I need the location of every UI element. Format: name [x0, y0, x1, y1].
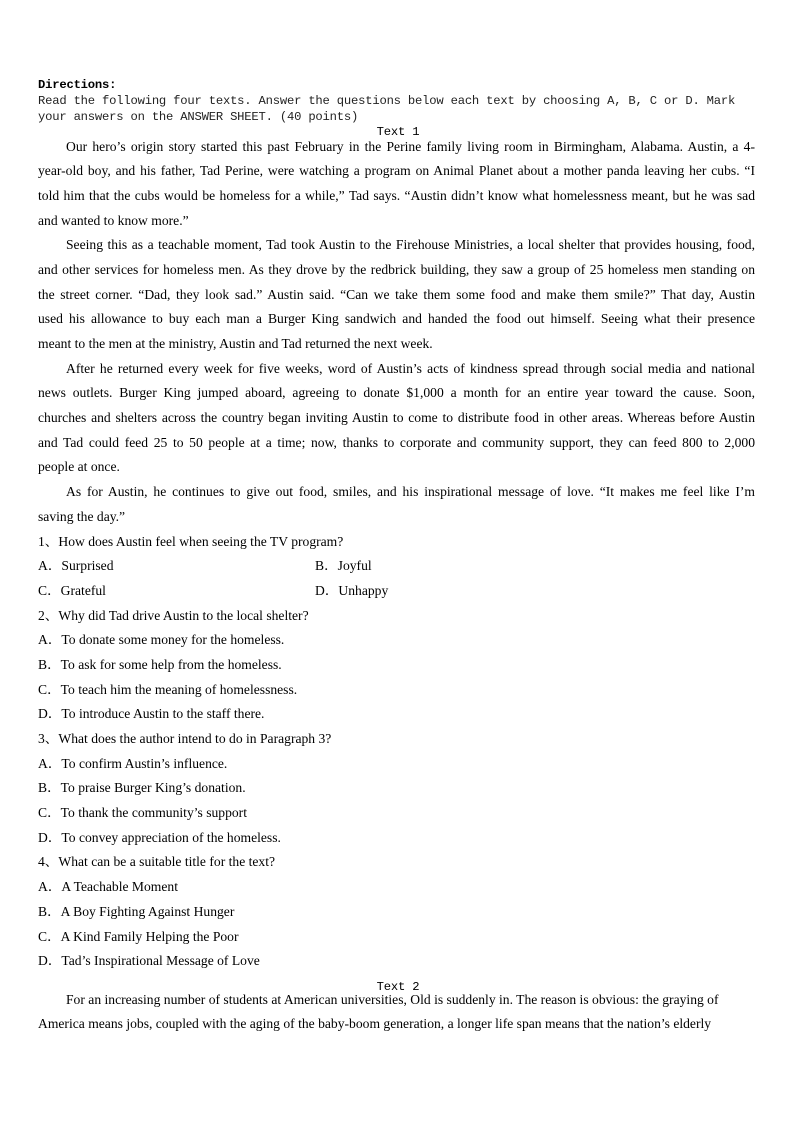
paragraph-line: and Tad could feed 25 to 50 people at a time; now, thanks to corporate and community support, they can feed 800 to 2,000 [38, 434, 755, 450]
answer-option: C．To teach him the meaning of homelessness. [38, 681, 298, 697]
paragraph-line: and other services for homeless men. As they drove by the redbrick building, they saw a group of 25 homeless men standing on [38, 261, 755, 277]
paragraph-line: told him that the cubs would be homeless for a while,” Tad says. “Austin didn’t know what homelessness meant, but he was sad [38, 187, 755, 203]
paragraph-line: For an increasing number of students at American universities, Old is suddenly in. The reason is obvious: the graying of [66, 991, 719, 1007]
paragraph-line: America means jobs, coupled with the aging of the baby-boom generation, a longer life span means that the nation’s elderly [38, 1016, 712, 1032]
answer-option: B．To ask for some help from the homeless. [38, 656, 282, 672]
paragraph-line: meant to the men at the ministry, Austin and Tad returned the next week. [38, 336, 433, 351]
answer-option: D．To convey appreciation of the homeless. [38, 829, 281, 845]
paragraph-line: and wanted to know more.” [38, 212, 189, 228]
paragraph-line: churches and shelters across the country began inviting Austin to come to distribute food in other areas. Whereas before Austin [38, 410, 755, 426]
answer-option: B．Joyful [315, 558, 372, 574]
answer-option: D．Tad’s Inspirational Message of Love [38, 953, 260, 969]
paragraph-line: saving the day.” [38, 508, 126, 524]
paragraph-line: news outlets. Burger King jumped aboard, agreeing to donate $1,000 a month for an entire year toward the cause. Soon, [38, 385, 755, 401]
paragraph-line: used his allowance to buy each man a Burger King sandwich and handed the food out himself. Seeing what their presence [38, 311, 755, 327]
answer-option: D．Unhappy [315, 582, 389, 598]
directions-line: Read the following four texts. Answer the questions below each text by choosing A, B, C or D. Mark [38, 94, 736, 108]
answer-option: B．To praise Burger King’s donation. [38, 780, 246, 796]
question-stem: 4、What can be a suitable title for the text? [38, 854, 276, 870]
answer-option: C．Grateful [38, 582, 106, 598]
text2-body [38, 988, 755, 1037]
text1-body [38, 135, 755, 974]
option-row [38, 554, 755, 579]
answer-option: A．Surprised [38, 558, 114, 574]
answer-option: A．A Teachable Moment [38, 879, 178, 895]
answer-option: C．A Kind Family Helping the Poor [38, 928, 239, 944]
directions [38, 77, 758, 125]
paragraph-line: people at once. [38, 459, 120, 475]
question-stem: 2、Why did Tad drive Austin to the local shelter? [38, 607, 309, 623]
answer-option: A．To donate some money for the homeless. [38, 632, 285, 648]
option-row [38, 579, 755, 604]
directions-heading: Directions: [38, 78, 117, 92]
answer-option: D．To introduce Austin to the staff there. [38, 706, 265, 722]
paragraph-line: Our hero’s origin story started this past February in the Perine family living room in Birmingham, Alabama. Austin, a 4- [66, 138, 755, 154]
paragraph-line: After he returned every week for five weeks, word of Austin’s acts of kindness spread through social media and national [66, 360, 755, 376]
answer-option: B．A Boy Fighting Against Hunger [38, 903, 235, 919]
question-stem: 1、How does Austin feel when seeing the TV program? [38, 533, 344, 549]
paragraph-line: the street corner. “Dad, they look sad.” Austin said. “Can we take them some food and make them smile?” That day, Austin [38, 286, 755, 302]
text1-title: Text 1 [376, 125, 420, 139]
paragraph-line: As for Austin, he continues to give out food, smiles, and his inspirational message of love. “It makes me feel like I’m [66, 484, 755, 500]
answer-option: A．To confirm Austin’s influence. [38, 755, 228, 771]
paragraph-line: year-old boy, and his father, Tad Perine, were watching a program on Animal Planet about a mother panda leaving her cubs. “I [38, 163, 755, 179]
answer-option: C．To thank the community’s support [38, 805, 247, 821]
question-stem: 3、What does the author intend to do in Paragraph 3? [38, 731, 332, 746]
text2-title: Text 2 [376, 980, 420, 994]
directions-line: your answers on the ANSWER SHEET. (40 points) [38, 110, 359, 124]
paragraph-line: Seeing this as a teachable moment, Tad took Austin to the Firehouse Ministries, a local shelter that provides housing, food, [66, 237, 755, 253]
